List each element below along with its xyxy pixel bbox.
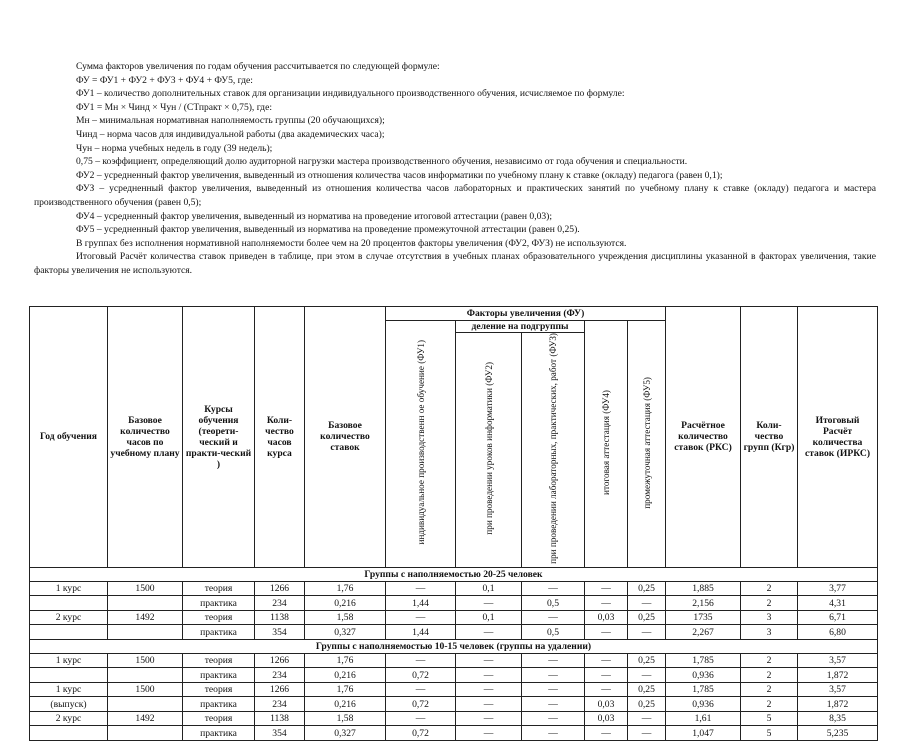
table-cell: практика: [183, 726, 255, 741]
table-cell: 0,03: [585, 697, 628, 712]
table-cell: 0,25: [628, 610, 666, 625]
table-cell: 1,76: [305, 653, 386, 668]
paragraph: ФУ1 = Мн × Чинд × Чун / (СТпракт × 0,75), где:: [76, 101, 272, 113]
table-cell: 0,216: [305, 596, 386, 611]
table-cell: [108, 668, 183, 683]
paragraph: ФУ1 – количество дополнительных ставок для организации индивидуального производственного обучения, исчисляемое по формуле:: [76, 88, 625, 100]
table-cell: —: [628, 711, 666, 726]
table-cell: 1492: [108, 610, 183, 625]
table-cell: 2 курс: [30, 711, 108, 726]
table-cell: —: [456, 653, 522, 668]
table-cell: 0,1: [456, 581, 522, 596]
table-cell: —: [456, 625, 522, 640]
table-cell: [30, 625, 108, 640]
header-fu4: итоговая аттестация (ФУ4): [601, 389, 611, 495]
table-cell: —: [522, 653, 585, 668]
table-cell: практика: [183, 697, 255, 712]
header-year: Год обучения: [30, 307, 108, 568]
table-cell: теория: [183, 653, 255, 668]
table-cell: 3: [741, 610, 798, 625]
table-cell: 0,5: [522, 596, 585, 611]
paragraph: Сумма факторов увеличения по годам обучения рассчитывается по следующей формуле:: [76, 61, 440, 72]
header-fu3: при проведении лабораторных, практических, работ (ФУЗ): [548, 333, 558, 564]
table-cell: 2: [741, 596, 798, 611]
table-cell: 1500: [108, 653, 183, 668]
table-cell: 1,785: [666, 653, 741, 668]
table-cell: 1,872: [798, 697, 878, 712]
table-cell: 1735: [666, 610, 741, 625]
table-cell: 234: [255, 668, 305, 683]
table-cell: 1,58: [305, 610, 386, 625]
table-cell: [30, 596, 108, 611]
table-cell: —: [386, 610, 456, 625]
table-cell: 2 курс: [30, 610, 108, 625]
header-fu5: промежуточная аттестация (ФУ5): [641, 376, 652, 509]
table-row: [30, 711, 878, 726]
paragraph: Чинд – норма часов для индивидуальной работы (два академических часа);: [76, 128, 385, 140]
table-cell: (выпуск): [30, 697, 108, 712]
table-cell: 0,72: [386, 668, 456, 683]
table-cell: 8,35: [798, 711, 878, 726]
table-cell: 5: [741, 711, 798, 726]
table-row: [30, 596, 878, 611]
table-cell: 1138: [255, 711, 305, 726]
table-cell: 0,216: [305, 668, 386, 683]
table-cell: 0,03: [585, 610, 628, 625]
table-cell: теория: [183, 711, 255, 726]
table-cell: —: [522, 711, 585, 726]
table-cell: —: [585, 726, 628, 741]
paragraph: Итоговый Расчёт количества ставок приведен в таблице, при этом в случае отсутствия в учебных планах образовательного учреждения дисциплины указанной в факторах увеличения, такие факторы увеличения не используются.: [34, 251, 876, 276]
group-title: Группы с наполняемостью 10-15 человек (группы на удалении): [30, 639, 878, 653]
table-cell: 2,267: [666, 625, 741, 640]
header-base-hours: Базовое количество часов по учебному плану: [108, 307, 183, 568]
table-cell: 1,76: [305, 682, 386, 697]
table-cell: практика: [183, 668, 255, 683]
table-cell: [30, 726, 108, 741]
table-cell: 2: [741, 668, 798, 683]
table-cell: 1,76: [305, 581, 386, 596]
table-cell: —: [386, 653, 456, 668]
table-cell: 1266: [255, 653, 305, 668]
table-cell: —: [522, 726, 585, 741]
header-groups: Коли-чество групп (Кгр): [741, 307, 798, 568]
table-cell: —: [386, 682, 456, 697]
table-cell: —: [628, 596, 666, 611]
table-cell: 0,327: [305, 625, 386, 640]
header-courses: Курсы обучения (теорети-ческий и практи-ческий ): [183, 307, 255, 568]
table-cell: 2,156: [666, 596, 741, 611]
table-cell: 1,61: [666, 711, 741, 726]
paragraph: Мн – минимальная нормативная наполняемость группы (20 обучающихся);: [76, 115, 385, 127]
table-cell: 1 курс: [30, 653, 108, 668]
table-cell: —: [628, 726, 666, 741]
table-cell: 1,44: [386, 625, 456, 640]
table-row: [30, 653, 878, 668]
group-title: Группы с наполняемостью 20-25 человек: [30, 567, 878, 581]
table-cell: —: [386, 581, 456, 596]
table-cell: практика: [183, 596, 255, 611]
header-hours-count: Коли-чество часов курса: [255, 307, 305, 568]
table-cell: [108, 726, 183, 741]
table-cell: —: [522, 610, 585, 625]
table-cell: 354: [255, 726, 305, 741]
table-row: [30, 682, 878, 697]
table-cell: [108, 596, 183, 611]
paragraph: ФУ2 – усредненный фактор увеличения, выведенный из отношения количества часов информатики по учебному плану к ставке (окладу) педагога (равен 0,1);: [76, 169, 723, 181]
header-fu1: индивидуальное производственн ое обучение (ФУ1): [415, 340, 426, 545]
table-row: [30, 581, 878, 596]
table-cell: 0,72: [386, 697, 456, 712]
table-cell: теория: [183, 581, 255, 596]
header-subgroups: деление на подгруппы: [456, 321, 585, 333]
table-cell: —: [585, 625, 628, 640]
table-cell: 3,57: [798, 653, 878, 668]
table-cell: 2: [741, 653, 798, 668]
table-cell: —: [456, 711, 522, 726]
table-cell: теория: [183, 610, 255, 625]
table-cell: 1,785: [666, 682, 741, 697]
table-cell: 0,25: [628, 697, 666, 712]
table-cell: 1 курс: [30, 581, 108, 596]
paragraph: В группах без исполнения нормативной наполняемости более чем на 20 процентов факторы увеличения (ФУ2, ФУЗ) не используются.: [76, 237, 627, 249]
table-row: [30, 610, 878, 625]
table-cell: 0,25: [628, 653, 666, 668]
table-cell: 0,25: [628, 581, 666, 596]
table-cell: 1,047: [666, 726, 741, 741]
table-cell: 3: [741, 625, 798, 640]
table-cell: 5: [741, 726, 798, 741]
header-irks: Итоговый Расчёт количества ставок (ИРКС): [798, 307, 878, 568]
table-cell: 1,885: [666, 581, 741, 596]
table-cell: 0,72: [386, 726, 456, 741]
table-cell: 1500: [108, 682, 183, 697]
table-row: [30, 668, 878, 683]
header-base-rates: Базовое количество ставок: [305, 307, 386, 568]
table-cell: —: [522, 682, 585, 697]
table-cell: 1492: [108, 711, 183, 726]
header-rks: Расчётное количество ставок (РКС): [666, 307, 741, 568]
paragraph: ФУ5 – усредненный фактор увеличения, выведенный из норматива на проведение промежуточной аттестации (равен 0,25).: [76, 224, 580, 236]
paragraph: ФУ4 – усредненный фактор увеличения, выведенный из норматива на проведение итоговой аттестации (равен 0,03);: [76, 210, 553, 222]
table-cell: —: [585, 682, 628, 697]
table-cell: 1,58: [305, 711, 386, 726]
table-cell: —: [456, 596, 522, 611]
table-cell: 2: [741, 581, 798, 596]
header-fu2: при проведении уроков информатики (ФУ2): [483, 362, 494, 535]
table-cell: 234: [255, 596, 305, 611]
table-cell: 1266: [255, 682, 305, 697]
table-cell: —: [585, 596, 628, 611]
table-cell: —: [522, 581, 585, 596]
table-row: [30, 697, 878, 712]
table-cell: 0,1: [456, 610, 522, 625]
table-cell: 0,936: [666, 668, 741, 683]
table-cell: 1,44: [386, 596, 456, 611]
table-row: [30, 625, 878, 640]
paragraph: 0,75 – коэффициент, определяющий долю аудиторной нагрузки мастера производственного обучения, независимо от года обучения и специальности.: [76, 156, 688, 168]
table-cell: —: [585, 581, 628, 596]
table-cell: 1138: [255, 610, 305, 625]
table-cell: 354: [255, 625, 305, 640]
paragraph: ФУЗ – усредненный фактор увеличения, выведенный из отношения количества часов лабораторных и практических занятий по учебному плану к ставке (окладу) педагога и мастера производственного обучения (равен 0,5);: [34, 183, 876, 208]
table-cell: 5,235: [798, 726, 878, 741]
table-cell: 1500: [108, 581, 183, 596]
table-cell: 0,936: [666, 697, 741, 712]
paragraph: ФУ = ФУ1 + ФУ2 + ФУ3 + ФУ4 + ФУ5, где:: [76, 74, 253, 86]
table-cell: —: [456, 726, 522, 741]
table-cell: —: [585, 653, 628, 668]
table-cell: [108, 625, 183, 640]
table-cell: 4,31: [798, 596, 878, 611]
table-cell: 3,57: [798, 682, 878, 697]
table-cell: 1,872: [798, 668, 878, 683]
table-cell: практика: [183, 625, 255, 640]
table-cell: [108, 697, 183, 712]
table-cell: —: [628, 668, 666, 683]
table-cell: 6,71: [798, 610, 878, 625]
table-cell: —: [386, 711, 456, 726]
table-cell: —: [585, 668, 628, 683]
table-cell: 0,327: [305, 726, 386, 741]
table-cell: 0,5: [522, 625, 585, 640]
table-cell: теория: [183, 682, 255, 697]
table-cell: [30, 668, 108, 683]
table-cell: 2: [741, 682, 798, 697]
table-row: [30, 726, 878, 741]
table-cell: —: [456, 668, 522, 683]
paragraph: Чун – норма учебных недель в году (39 недель);: [76, 142, 273, 154]
table-cell: —: [456, 682, 522, 697]
table-cell: 6,80: [798, 625, 878, 640]
header-factors: Факторы увеличения (ФУ): [386, 307, 666, 321]
table-cell: —: [456, 697, 522, 712]
table-cell: 3,77: [798, 581, 878, 596]
table-cell: 234: [255, 697, 305, 712]
table-cell: 2: [741, 697, 798, 712]
table-cell: —: [628, 625, 666, 640]
table-cell: —: [522, 668, 585, 683]
text-body: [34, 60, 876, 278]
table-cell: 1266: [255, 581, 305, 596]
rates-table: [29, 306, 878, 741]
table-cell: 1 курс: [30, 682, 108, 697]
table-cell: 0,216: [305, 697, 386, 712]
table-cell: 0,25: [628, 682, 666, 697]
table-cell: 0,03: [585, 711, 628, 726]
table-cell: —: [522, 697, 585, 712]
